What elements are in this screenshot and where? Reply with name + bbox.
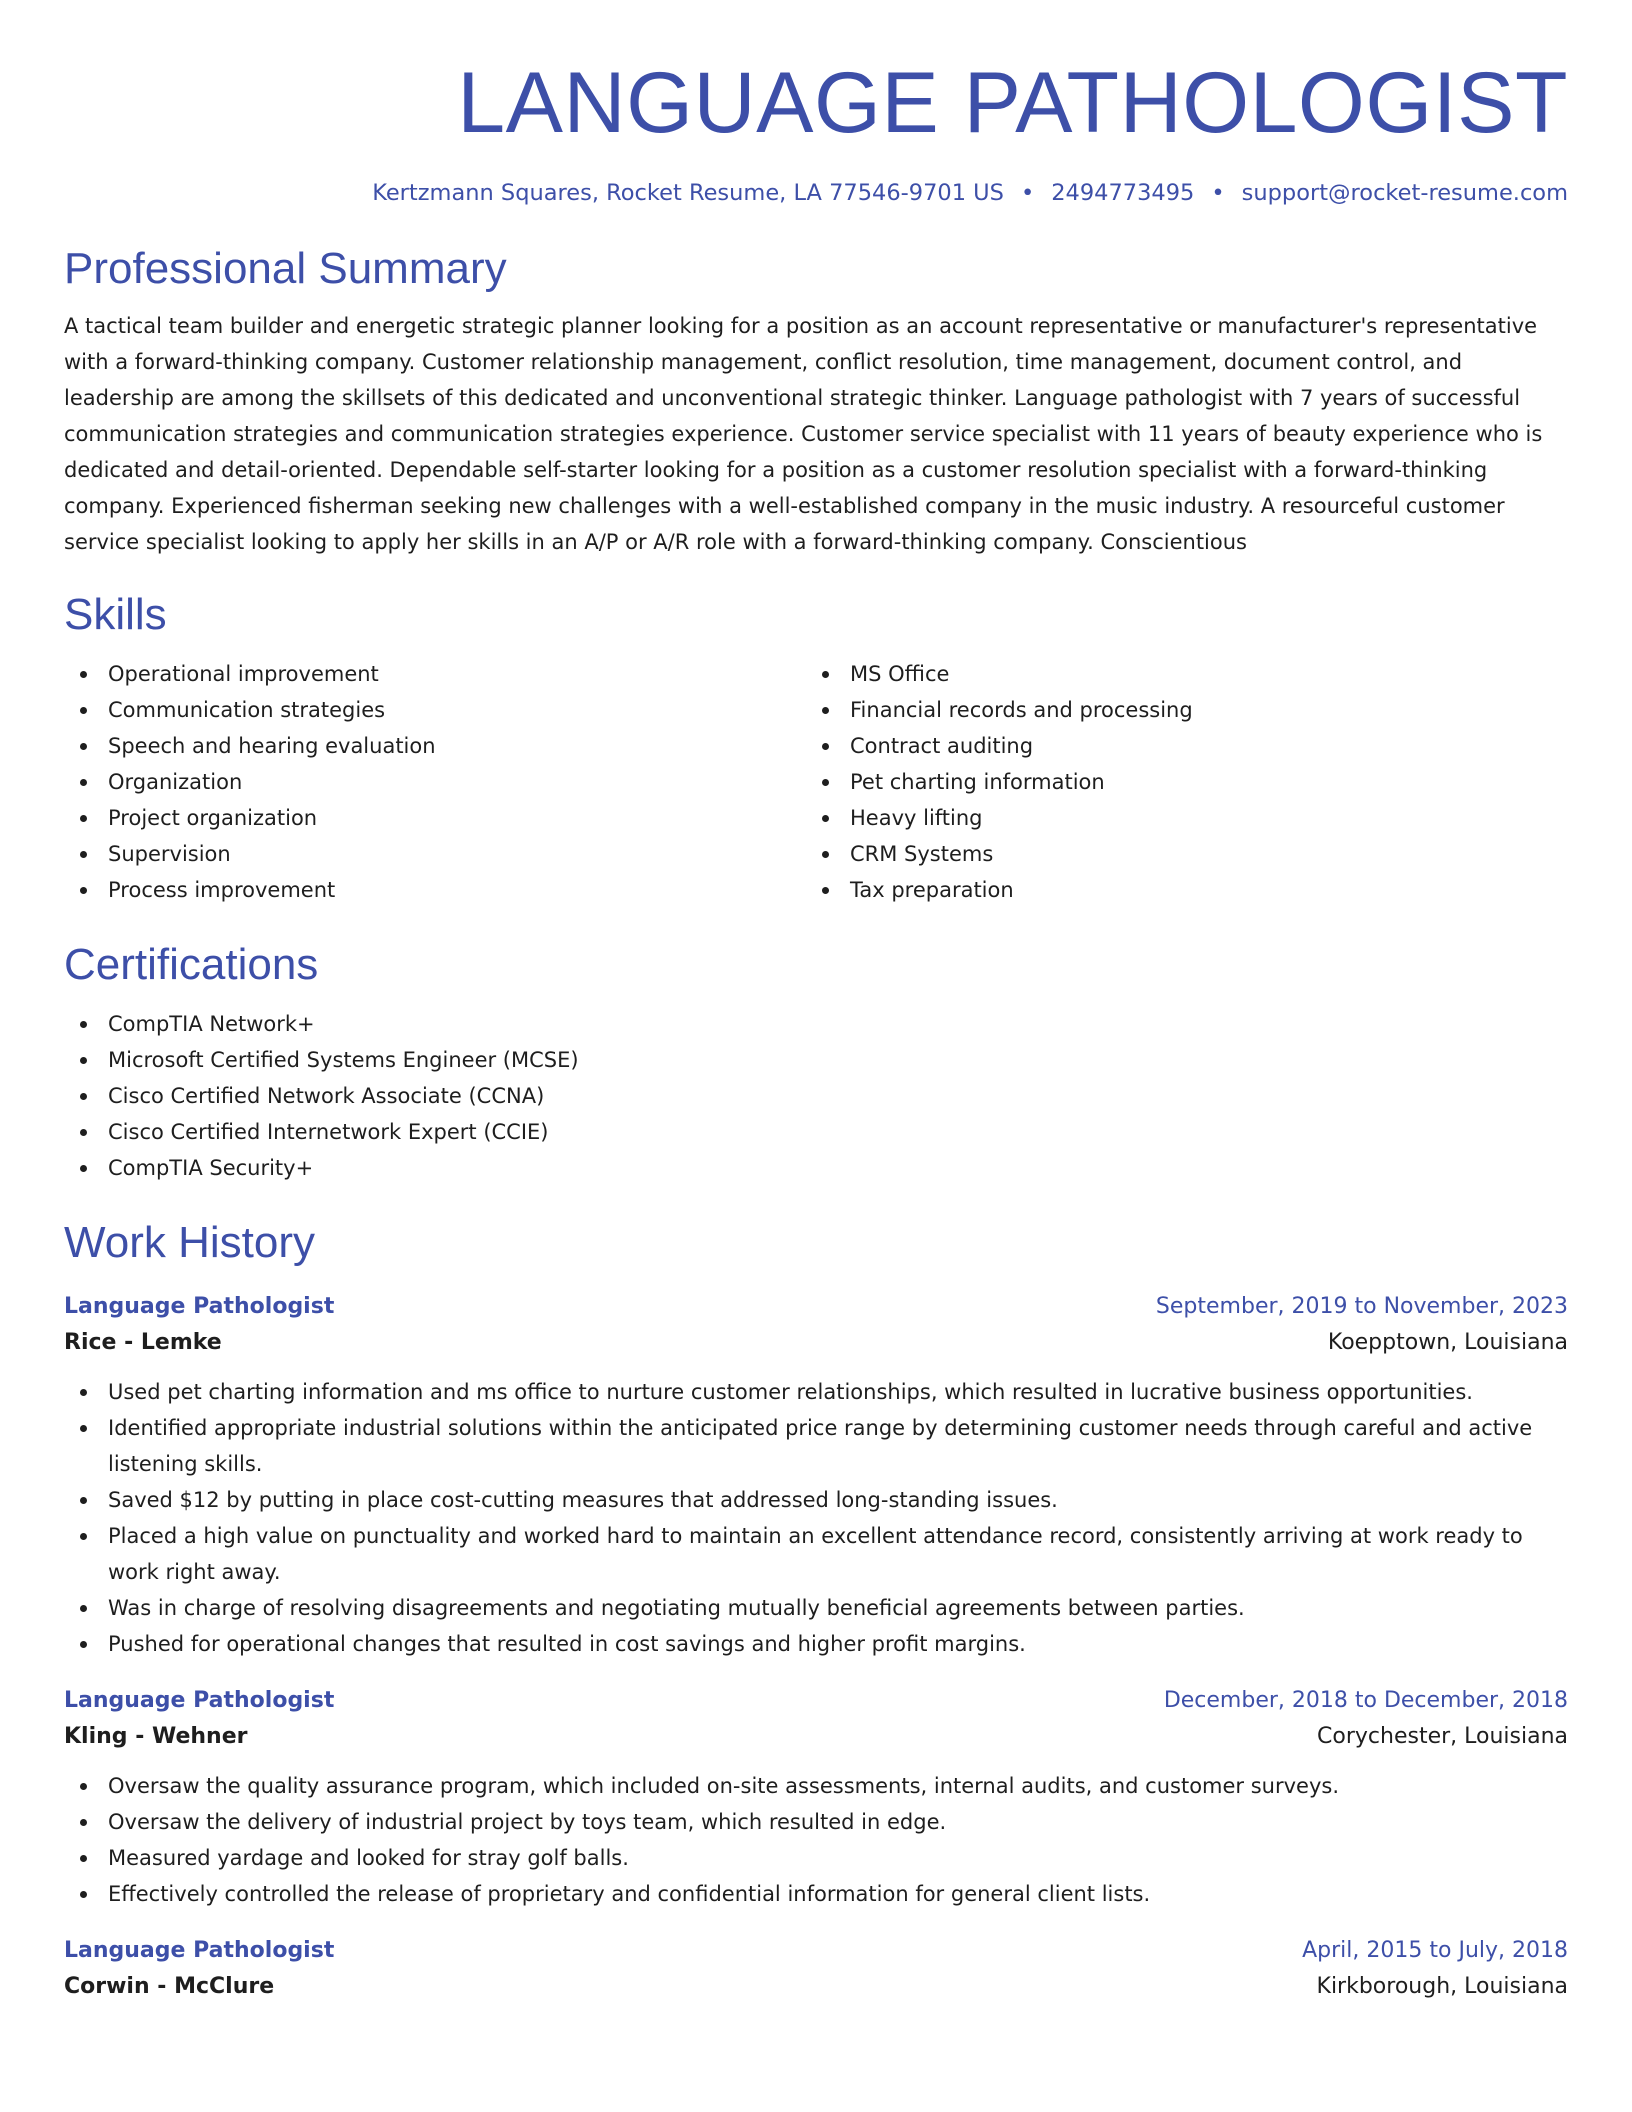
job-bullet: Oversaw the delivery of industrial project by toys team, which resulted in edge. bbox=[64, 1804, 1568, 1840]
skills-list-left bbox=[64, 656, 806, 908]
job-entry bbox=[64, 1684, 1568, 1912]
certification-item: Cisco Certified Internetwork Expert (CCIE) bbox=[64, 1114, 1568, 1150]
certification-item: CompTIA Network+ bbox=[64, 1006, 1568, 1042]
professional-summary-section bbox=[64, 242, 1568, 560]
job-location: Koepptown, Louisiana bbox=[1327, 1330, 1568, 1355]
job-bullet: Was in charge of resolving disagreements and negotiating mutually beneficial agreements between parties. bbox=[64, 1590, 1568, 1626]
work-history-section bbox=[64, 1216, 1568, 2006]
skill-item: Financial records and processing bbox=[806, 692, 1548, 728]
section-heading-summary: Professional Summary bbox=[64, 244, 507, 293]
job-header-row bbox=[64, 1934, 1568, 1968]
skill-item: MS Office bbox=[806, 656, 1548, 692]
skill-item: Communication strategies bbox=[64, 692, 806, 728]
certifications-section bbox=[64, 938, 1568, 1186]
job-bullet: Placed a high value on punctuality and worked hard to maintain an excellent attendance record, consistently arriving at work ready to work right away. bbox=[64, 1518, 1568, 1590]
skill-item: Pet charting information bbox=[806, 764, 1548, 800]
contact-line bbox=[64, 178, 1568, 208]
skill-item: Tax preparation bbox=[806, 872, 1548, 908]
job-list bbox=[64, 1290, 1568, 2006]
job-location: Corychester, Louisiana bbox=[1317, 1724, 1568, 1749]
skill-item: Project organization bbox=[64, 800, 806, 836]
job-employer-row bbox=[64, 1968, 1568, 2006]
job-title: Language Pathologist bbox=[64, 1688, 335, 1713]
contact-separator: • bbox=[1020, 180, 1035, 206]
contact-email[interactable]: support@rocket-resume.com bbox=[1241, 180, 1568, 206]
skill-item: Organization bbox=[64, 764, 806, 800]
skills-section bbox=[64, 588, 1568, 908]
job-dates: April, 2015 to July, 2018 bbox=[1302, 1938, 1568, 1963]
contact-separator: • bbox=[1211, 180, 1225, 206]
section-heading-skills: Skills bbox=[64, 590, 167, 639]
job-company: Rice - Lemke bbox=[64, 1330, 222, 1355]
skill-item: Operational improvement bbox=[64, 656, 806, 692]
job-bullet: Pushed for operational changes that resulted in cost savings and higher profit margins. bbox=[64, 1626, 1568, 1662]
job-company: Kling - Wehner bbox=[64, 1724, 248, 1749]
section-heading-work-history: Work History bbox=[64, 1218, 315, 1267]
job-employer-row bbox=[64, 1718, 1568, 1756]
job-title: Language Pathologist bbox=[64, 1294, 335, 1319]
job-bullet: Saved $12 by putting in place cost-cutting measures that addressed long-standing issues. bbox=[64, 1482, 1568, 1518]
job-location: Kirkborough, Louisiana bbox=[1316, 1974, 1568, 1999]
job-bullet: Identified appropriate industrial solutions within the anticipated price range by determining customer needs through careful and active listening skills. bbox=[64, 1410, 1568, 1482]
job-bullet: Oversaw the quality assurance program, which included on-site assessments, internal audits, and customer surveys. bbox=[64, 1768, 1568, 1804]
resume-content bbox=[64, 0, 1568, 2006]
certification-item: CompTIA Security+ bbox=[64, 1150, 1568, 1186]
job-company: Corwin - McClure bbox=[64, 1974, 275, 1999]
job-entry bbox=[64, 1934, 1568, 2006]
job-employer-row bbox=[64, 1324, 1568, 1362]
job-bullet: Measured yardage and looked for stray golf balls. bbox=[64, 1840, 1568, 1876]
certification-item: Cisco Certified Network Associate (CCNA) bbox=[64, 1078, 1568, 1114]
skill-item: Heavy lifting bbox=[806, 800, 1548, 836]
skill-item: Supervision bbox=[64, 836, 806, 872]
job-bullet-list bbox=[64, 1768, 1568, 1912]
certification-item: Microsoft Certified Systems Engineer (MCSE) bbox=[64, 1042, 1568, 1078]
job-dates: September, 2019 to November, 2023 bbox=[1155, 1294, 1568, 1319]
skill-item: Process improvement bbox=[64, 872, 806, 908]
skill-item: CRM Systems bbox=[806, 836, 1548, 872]
job-title: Language Pathologist bbox=[64, 1938, 335, 1963]
skills-columns bbox=[64, 656, 1568, 908]
certifications-list bbox=[64, 1006, 1568, 1186]
contact-address: Kertzmann Squares, Rocket Resume, LA 77546-9701 US bbox=[372, 180, 1004, 206]
summary-text: A tactical team builder and energetic strategic planner looking for a position as an account representative or manufacturer's representative with a forward-thinking company. Customer relationship management, conflict resolution, time management, document control, and leadership are among the skillsets of this dedicated and unconventional strategic thinker. Language pathologist with 7 years of successful communication strategies and communication strategies experience. Customer service specialist with 11 years of beauty experience who is dedicated and detail-oriented. Dependable self-starter looking for a position as a customer resolution specialist with a forward-thinking company. Experienced fisherman seeking new challenges with a well-established company in the music industry. A resourceful customer service specialist looking to apply her skills in an A/P or A/R role with a forward-thinking company. Conscientious bbox=[64, 314, 1543, 554]
job-bullet: Used pet charting information and ms office to nurture customer relationships, which resulted in lucrative business opportunities. bbox=[64, 1374, 1568, 1410]
job-dates: December, 2018 to December, 2018 bbox=[1163, 1688, 1568, 1713]
job-entry bbox=[64, 1290, 1568, 1662]
job-bullet: Effectively controlled the release of proprietary and confidential information for general client lists. bbox=[64, 1876, 1568, 1912]
job-header-row bbox=[64, 1290, 1568, 1324]
contact-phone[interactable]: 2494773495 bbox=[1051, 180, 1195, 206]
skill-item: Speech and hearing evaluation bbox=[64, 728, 806, 764]
skill-item: Contract auditing bbox=[806, 728, 1548, 764]
skills-list-right bbox=[806, 656, 1548, 908]
job-header-row bbox=[64, 1684, 1568, 1718]
section-heading-certifications: Certifications bbox=[64, 940, 319, 989]
job-bullet-list bbox=[64, 1374, 1568, 1662]
resume-title: LANGUAGE PATHOLOGIST bbox=[457, 55, 1568, 151]
